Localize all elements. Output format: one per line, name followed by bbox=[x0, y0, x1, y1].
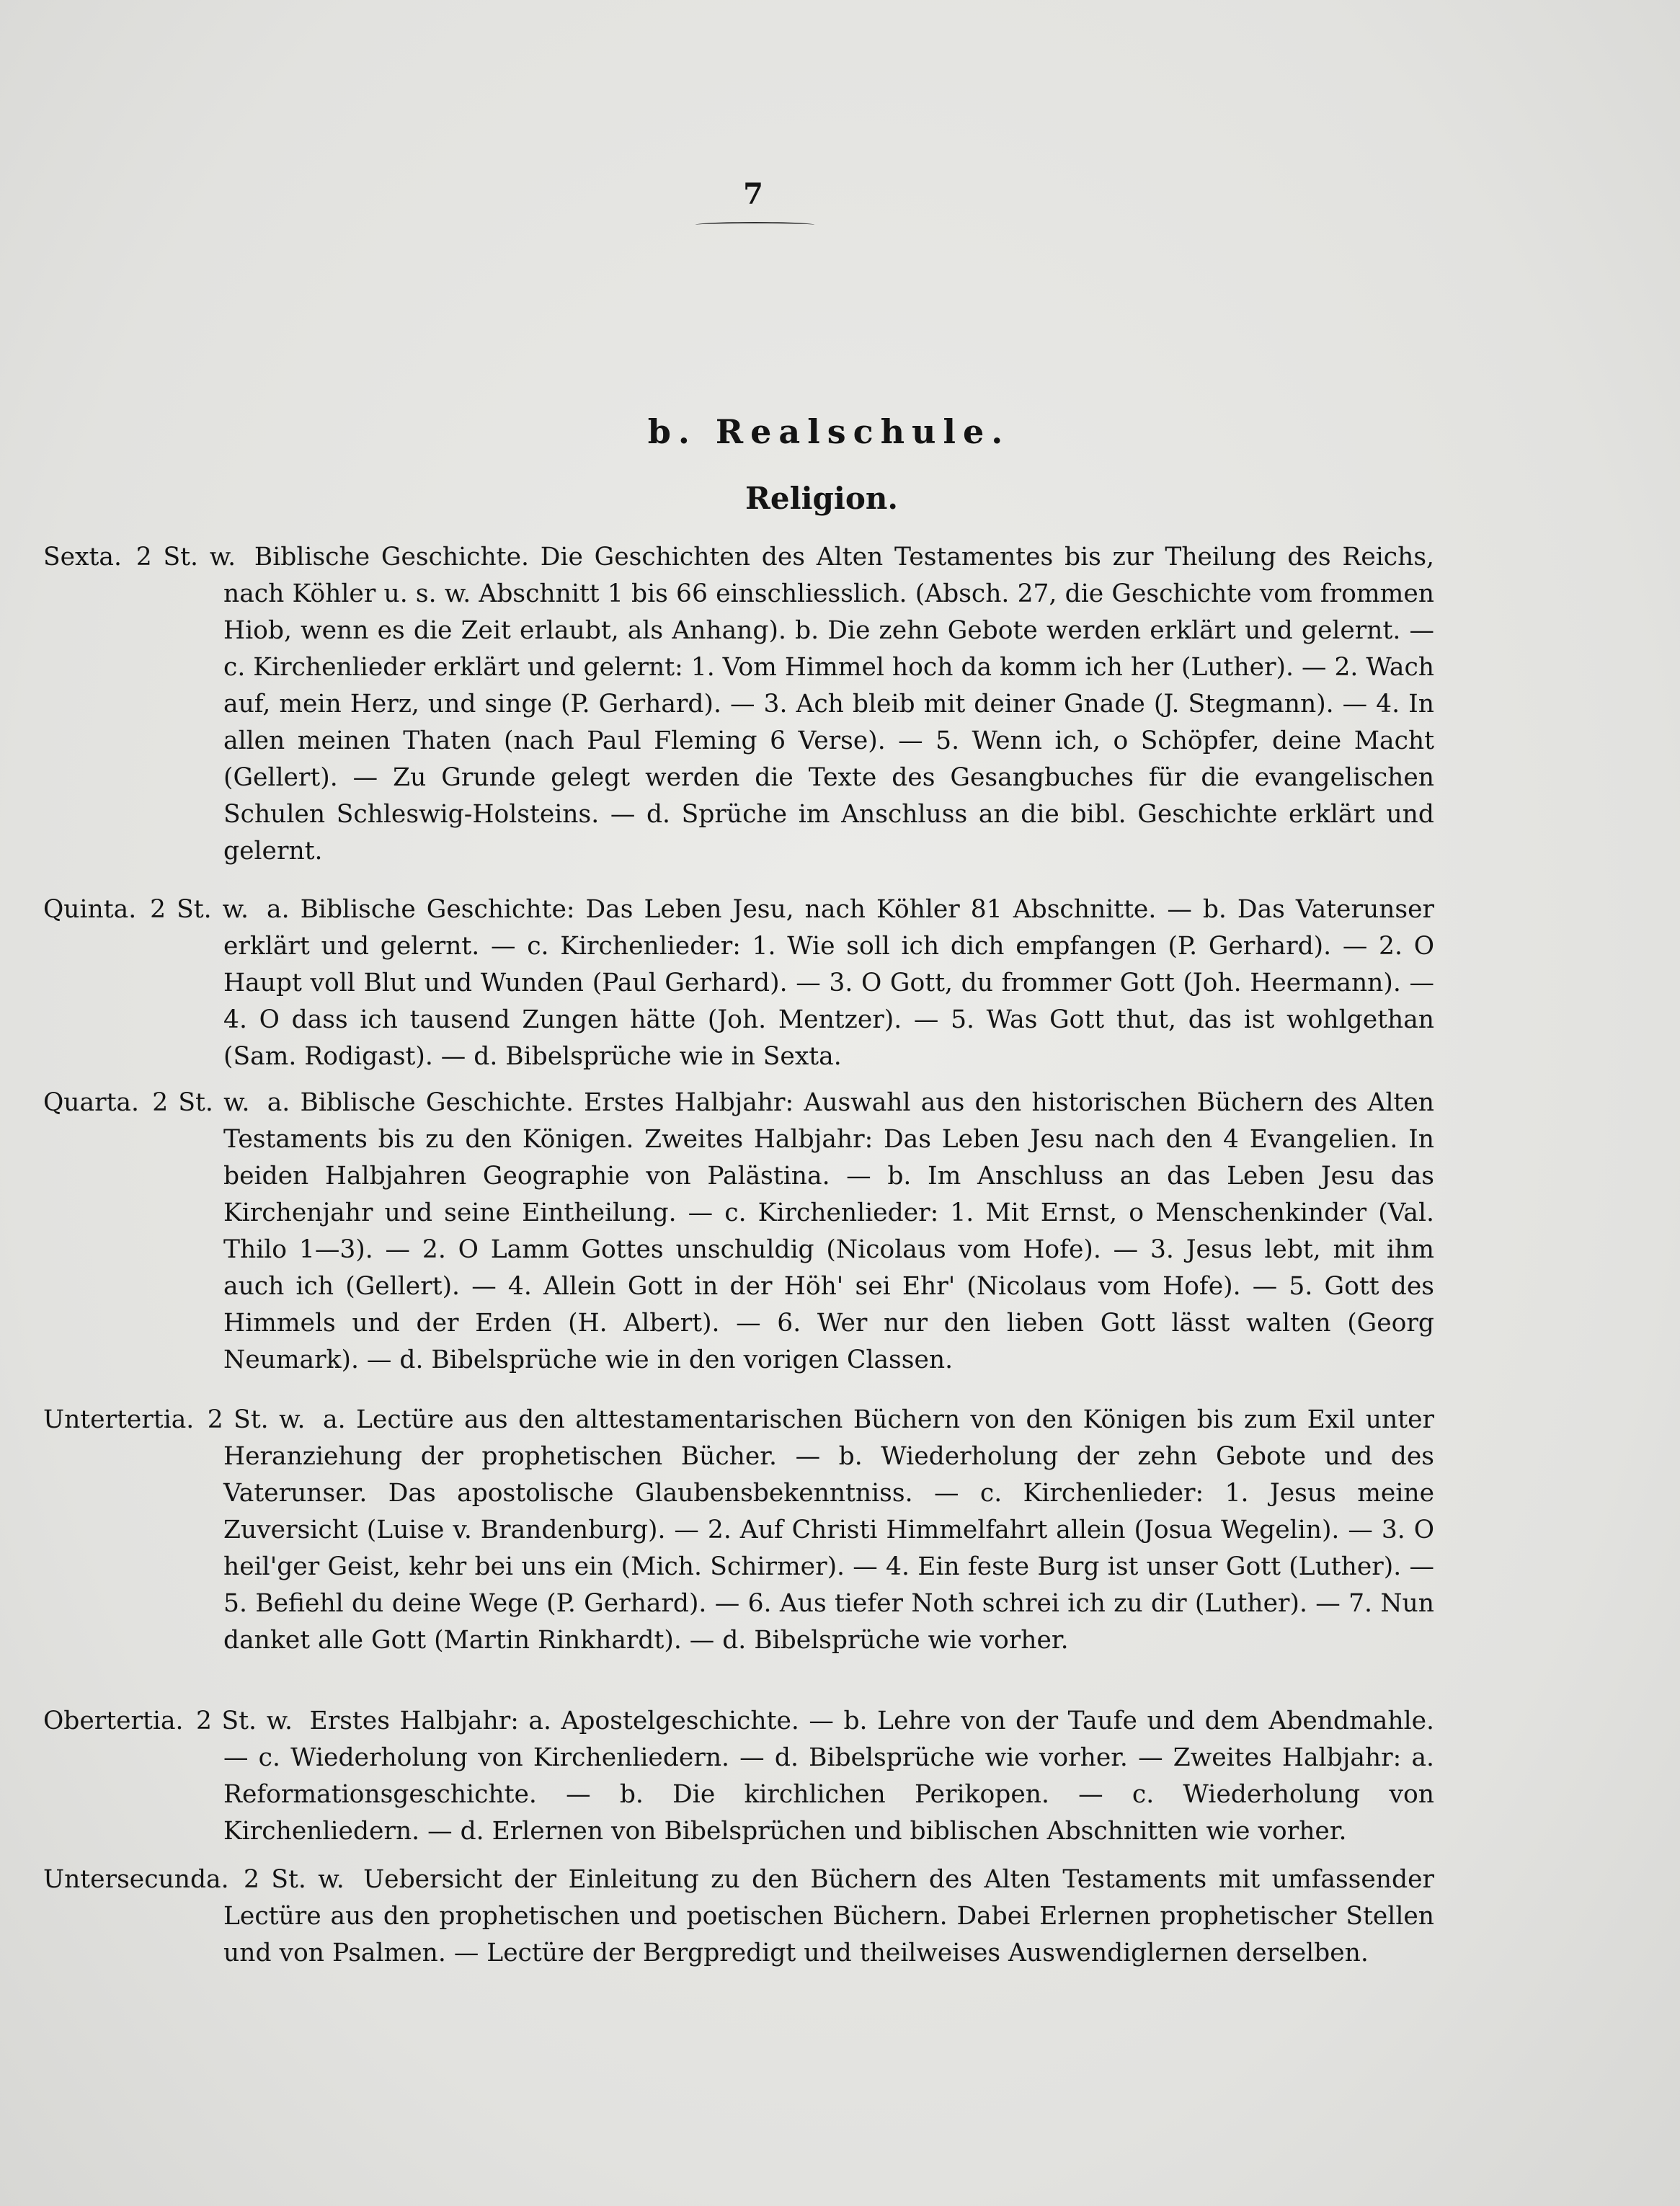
class-description: Erstes Halbjahr: a. Apostelgeschichte. — b. Lehre von der Taufe und dem Abendmahle. — c. Wiederholung von Kirchenliedern. — d. Bibelsprüche wie vorher. — Zweites Halbjahr: a. Reformationsgeschichte. — b. Die kirchlichen Perikopen. — c. Wiederholung von Kirchenliedern. — d. Erlernen von Bibelsprüchen und biblischen Abschnitten wie vorher. bbox=[223, 1707, 1435, 1846]
class-hours: 2 St. w. bbox=[152, 1088, 250, 1117]
class-hours: 2 St. w. bbox=[150, 895, 249, 924]
class-description: Biblische Geschichte. Die Geschichten des Alten Testamentes bis zur Theilung des Reichs, nach Köhler u. s. w. Abschnitt 1 bis 66 einschliesslich. (Absch. 27, die Geschichte vom frommen Hiob, wenn es die Zeit erlaubt, als Anhang). b. Die zehn Gebote werden erklärt und gelernt. — c. Kirchenlieder erklärt und gelernt: 1. Vom Himmel hoch da komm ich her (Luther). — 2. Wach auf, mein Herz, und singe (P. Gerhard). — 3. Ach bleib mit deiner Gnade (J. Stegmann). — 4. In allen meinen Thaten (nach Paul Fleming 6 Verse). — 5. Wenn ich, o Schöpfer, deine Macht (Gellert). — Zu Grunde gelegt werden die Texte des Gesangbuches für die evangelischen Schulen Schleswig-Holsteins. — d. Sprüche im Anschluss an die bibl. Geschichte erklärt und gelernt. bbox=[223, 543, 1434, 866]
class-label: Obertertia. bbox=[43, 1707, 184, 1735]
class-hours: 2 St. w. bbox=[207, 1405, 306, 1434]
class-entry-quinta bbox=[43, 891, 1434, 1075]
class-entry-untersecunda bbox=[43, 1862, 1434, 1972]
class-description: a. Biblische Geschichte: Das Leben Jesu, nach Köhler 81 Abschnitte. — b. Das Vaterunser erklärt und gelernt. — c. Kirchenlieder: 1. Wie soll ich dich empfangen (P. Gerhard). — 2. O Haupt voll Blut und Wunden (Paul Gerhard). — 3. O Gott, du frommer Gott (Joh. Heermann). — 4. O dass ich tausend Zungen hätte (Joh. Mentzer). — 5. Was Gott thut, das ist wohlgethan (Sam. Rodigast). — d. Bibelsprüche wie in Sexta. bbox=[223, 895, 1434, 1071]
page-number-ornament bbox=[695, 222, 814, 228]
section-heading: b. Realschule. bbox=[647, 412, 1010, 451]
class-description: Uebersicht der Einleitung zu den Büchern des Alten Testaments mit umfassender Lectüre aus den prophetischen und poetischen Büchern. Dabei Erlernen prophetischer Stellen und von Psalmen. — Lectüre der Bergpredigt und theilweises Auswendiglernen derselben. bbox=[223, 1865, 1434, 1967]
subject-heading: Religion. bbox=[745, 481, 899, 516]
class-entry-obertertia bbox=[43, 1703, 1434, 1850]
class-description: a. Biblische Geschichte. Erstes Halbjahr: Auswahl aus den historischen Büchern des Alten Testaments bis zu den Königen. Zweites Halbjahr: Das Leben Jesu nach den 4 Evangelien. In beiden Halbjahren Geographie von Palästina. — b. Im Anschluss an das Leben Jesu das Kirchenjahr und seine Eintheilung. — c. Kirchenlieder: 1. Mit Ernst, o Menschenkinder (Val. Thilo 1—3). — 2. O Lamm Gottes unschuldig (Nicolaus vom Hofe). — 3. Jesus lebt, mit ihm auch ich (Gellert). — 4. Allein Gott in der Höh' sei Ehr' (Nicolaus vom Hofe). — 5. Gott des Himmels und der Erden (H. Albert). — 6. Wer nur den lieben Gott lässt walten (Georg Neumark). — d. Bibelsprüche wie in den vorigen Classen. bbox=[223, 1088, 1435, 1374]
class-entry-sexta bbox=[43, 539, 1434, 870]
class-label: Quarta. bbox=[43, 1088, 139, 1117]
class-hours: 2 St. w. bbox=[244, 1865, 345, 1894]
class-entry-untertertia bbox=[43, 1402, 1434, 1659]
class-label: Quinta. bbox=[43, 895, 137, 924]
class-hours: 2 St. w. bbox=[135, 543, 236, 571]
class-label: Untersecunda. bbox=[43, 1865, 229, 1894]
class-entry-quarta bbox=[43, 1085, 1434, 1379]
class-label: Untertertia. bbox=[43, 1405, 195, 1434]
class-label: Sexta. bbox=[43, 543, 122, 571]
class-hours: 2 St. w. bbox=[196, 1707, 293, 1735]
page-number: 7 bbox=[743, 177, 763, 211]
class-description: a. Lectüre aus den alttestamentarischen Büchern von den Königen bis zum Exil unter Heranziehung der prophetischen Bücher. — b. Wiederholung der zehn Gebote und des Vaterunser. Das apostolische Glaubensbekenntniss. — c. Kirchenlieder: 1. Jesus meine Zuversicht (Luise v. Brandenburg). — 2. Auf Christi Himmelfahrt allein (Josua Wegelin). — 3. O heil'ger Geist, kehr bei uns ein (Mich. Schirmer). — 4. Ein feste Burg ist unser Gott (Luther). — 5. Befiehl du deine Wege (P. Gerhard). — 6. Aus tiefer Noth schrei ich zu dir (Luther). — 7. Nun danket alle Gott (Martin Rinkhardt). — d. Bibelsprüche wie vorher. bbox=[223, 1405, 1435, 1655]
